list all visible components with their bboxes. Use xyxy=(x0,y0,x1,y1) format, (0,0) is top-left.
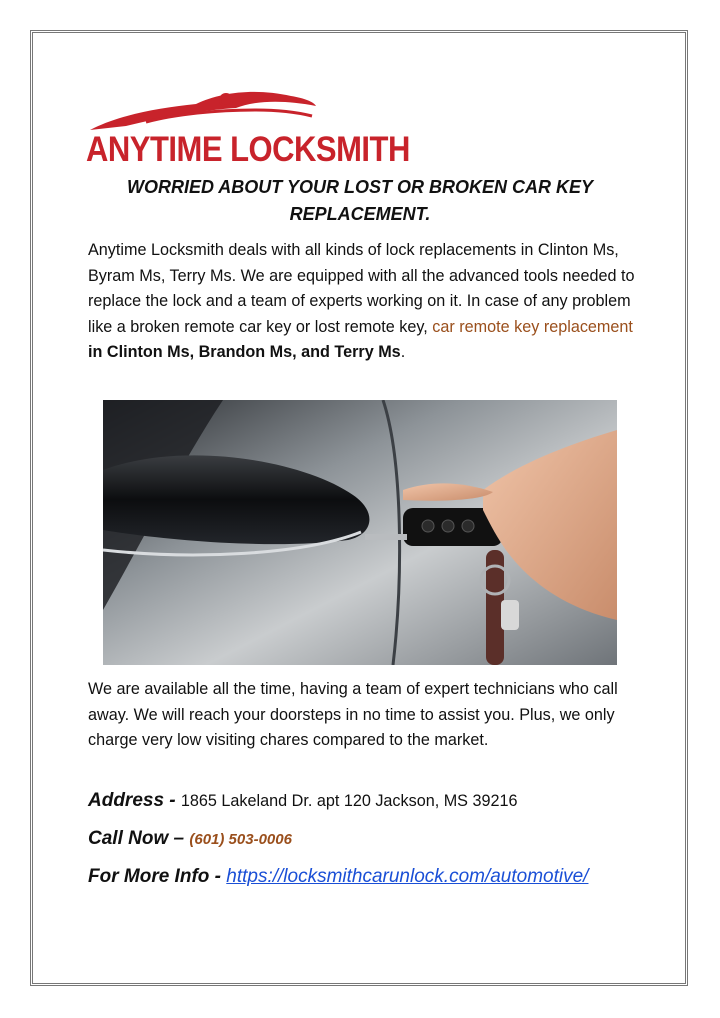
anytime-locksmith-logo xyxy=(86,86,410,170)
intro-bold-locations: in Clinton Ms, Brandon Ms, and Terry Ms xyxy=(88,343,401,361)
call-now-label: Call Now – xyxy=(88,828,190,849)
address-line xyxy=(88,790,648,812)
intro-paragraph xyxy=(88,238,638,366)
more-info-line xyxy=(88,866,648,888)
website-link[interactable]: https://locksmithcarunlock.com/automotive/ xyxy=(226,866,589,887)
intro-text: Anytime Locksmith deals with all kinds of lock replacements in Clinton Ms, Byram Ms, Terry Ms. We are equipped with all the advanced tools needed to replace the lock and a team of experts working on it. In case of any problem like a broken remote car key or lost remote key, xyxy=(88,241,635,336)
page-title: WORRIED ABOUT YOUR LOST OR BROKEN CAR KEY REPLACEMENT. xyxy=(126,177,593,224)
address-value: 1865 Lakeland Dr. apt 120 Jackson, MS 39216 xyxy=(180,792,518,810)
more-info-label: For More Info - xyxy=(88,866,227,887)
car-key-photo xyxy=(103,400,617,665)
address-label: Address - xyxy=(88,790,181,811)
phone-number[interactable]: (601) 503-0006 xyxy=(189,831,292,848)
car-remote-key-link[interactable]: car remote key replacement xyxy=(432,317,633,336)
call-now-line xyxy=(88,828,648,850)
logo-text: ANYTIME LOCKSMITH xyxy=(86,129,410,170)
car-silhouette-icon xyxy=(86,86,318,134)
availability-paragraph: We are available all the time, having a team of expert technicians who call away. We will reach your doorsteps in no time to assist you. Plus, we only charge very low visiting chares compared to the market. xyxy=(88,680,618,749)
intro-end: . xyxy=(400,343,406,361)
